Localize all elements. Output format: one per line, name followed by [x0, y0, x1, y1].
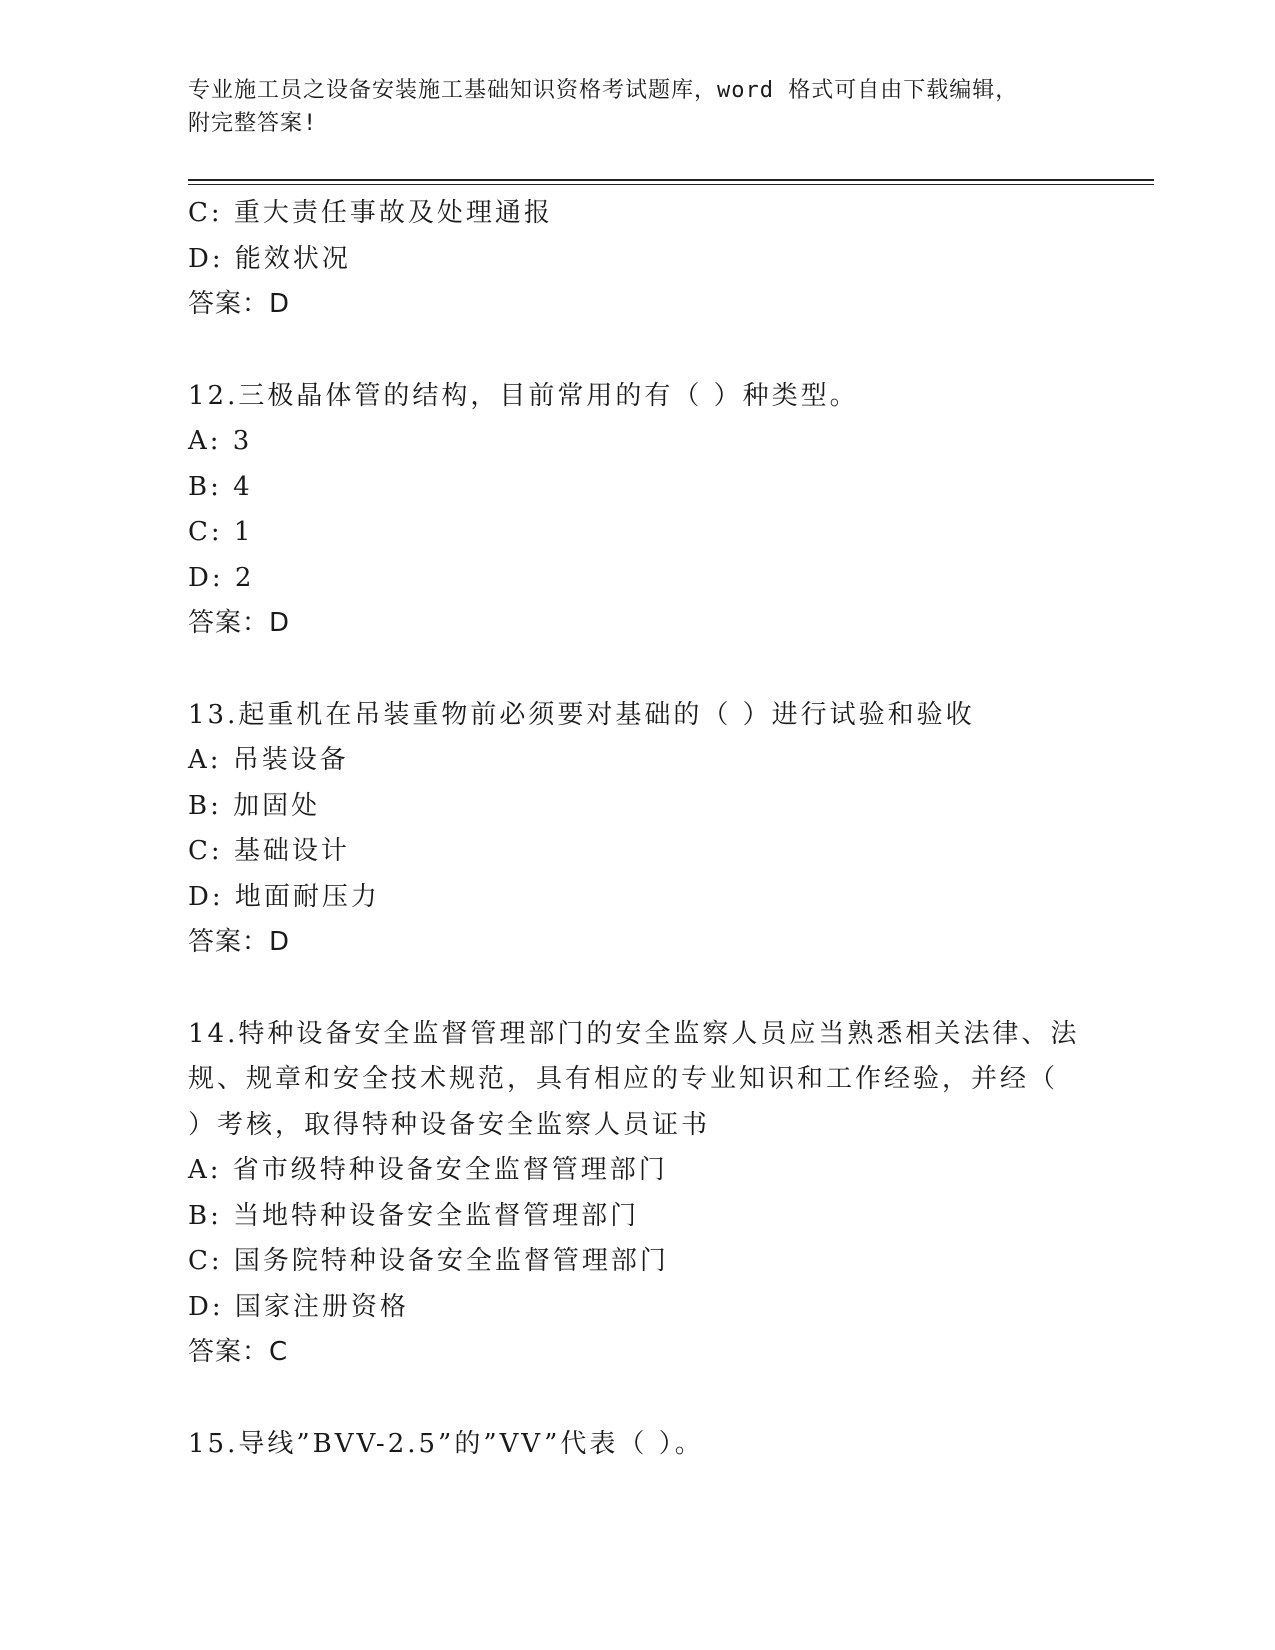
option-c: C: 基础设计	[188, 836, 350, 866]
answer-line: 答案：C	[188, 1337, 289, 1367]
question-text-line-3: ）考核，取得特种设备安全监察人员证书	[188, 1109, 711, 1140]
header-rule-thick	[188, 179, 1154, 181]
option-d: D: 2	[188, 562, 255, 593]
header-rule-thin	[188, 184, 1154, 185]
option-b: B: 当地特种设备安全监督管理部门	[188, 1200, 640, 1231]
option-d: D: 地面耐压力	[188, 881, 380, 912]
question-13	[188, 693, 1088, 966]
question-text-line-2: 规、规章和安全技术规范，具有相应的专业知识和工作经验，并经（	[188, 1064, 1059, 1094]
question-12	[188, 374, 1088, 647]
option-b: B: 加固处	[188, 790, 321, 821]
question-11-tail	[188, 191, 1088, 328]
header-line-2: 附完整答案!	[188, 111, 318, 136]
answer-line: 答案：D	[188, 927, 291, 957]
option-a: A: 吊装设备	[188, 745, 349, 775]
document-header	[188, 74, 1068, 140]
option-b: B: 4	[188, 471, 253, 502]
question-list	[188, 191, 1088, 1467]
question-15	[188, 1422, 1088, 1468]
option-c: C: 国务院特种设备安全监督管理部门	[188, 1246, 669, 1276]
question-text: 15.导线”BVV-2.5”的”VV”代表（ ）。	[188, 1428, 704, 1459]
option-d: D: 能效状况	[188, 243, 351, 274]
option-c: C: 1	[188, 517, 254, 547]
option-a: A: 省市级特种设备安全监督管理部门	[188, 1155, 668, 1185]
question-text-line-1: 14.特种设备安全监督管理部门的安全监察人员应当熟悉相关法律、法	[188, 1018, 1080, 1049]
option-c: C: 重大责任事故及处理通报	[188, 198, 553, 228]
question-14	[188, 1012, 1088, 1376]
answer-line: 答案：D	[188, 608, 291, 638]
question-text: 12.三极晶体管的结构，目前常用的有（ ）种类型。	[188, 380, 859, 411]
option-d: D: 国家注册资格	[188, 1291, 409, 1322]
answer-line: 答案：D	[188, 289, 291, 319]
header-line-1: 专业施工员之设备安装施工基础知识资格考试题库，word 格式可自由下载编辑，	[188, 78, 1019, 103]
question-text: 13.起重机在吊装重物前必须要对基础的（ ）进行试验和验收	[188, 699, 975, 730]
option-a: A: 3	[188, 426, 253, 456]
